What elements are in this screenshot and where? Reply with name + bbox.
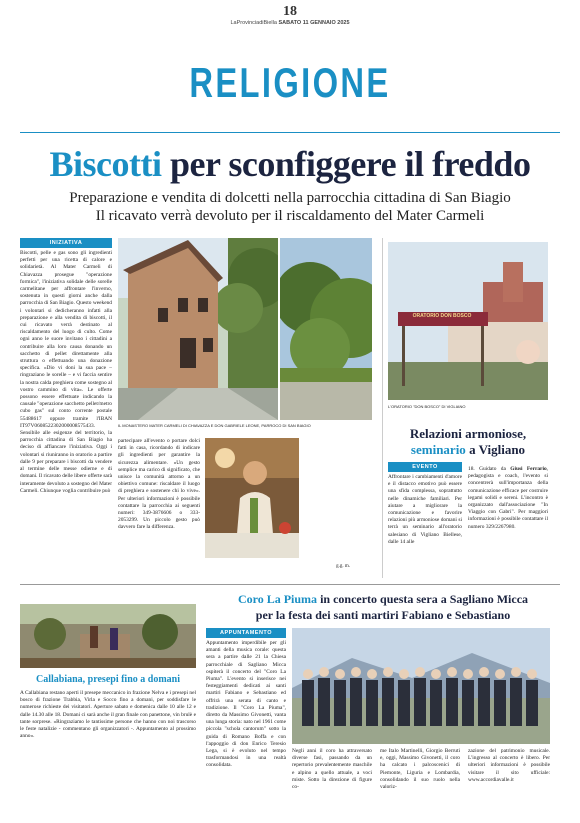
publication-name: LaProvinciadiBiella [230,20,277,26]
page-number: 18 [283,4,297,19]
side-col2-text: , pedagogista e coach, l'evento si concentrerà sull'importanza della comunicazione efficace per costruire legami solidi e sereni. L'incontro è organizzato dall'associazione "In Viaggio con Gabri". Per maggiori informazioni è possibile contattare il numero 329/2267980. [468,466,548,530]
side-headline-rest: a Vigliano [465,442,526,457]
article-signature: g.g. m. [336,564,350,569]
choir-column-1: Appuntamento imperdibile per gli amanti della musica corale: questa sera a partire dalle 21 la Chiesa parrocchiale di Sagliano Micca ospiterà il concerto del "Coro La Piuma". L'evento si inserisce nei festeggiamenti dedicati ai santi martiri Fabiano e Sebastiano ed offrirà una serata di canto e tradizione. Il "Coro La Piuma", diretto da Massimo Givonetti, vanta una lunga storia: nato nel 1961 come piccola "schola cantorum" sotto la guida di Romano Boffa e con l'appoggio di don Enrico Teresio Lega, si è evoluto nel tempo trasformandosi in una realtà consolidata. [206,640,286,769]
side-box-border [382,238,383,578]
callabiana-text: A Callabiana restano aperti il presepe meccanico in frazione Nelva e i presepi nel bosco di frazione Trabbia, Virla e Socco fino a domani, per soddisfare le numerose richieste dei visitatori. Aperture sabato e domenica dalle 10 alle 12 e dalle 14.30 alle 18. Domani ci sarà anche il gran finale con panettone, vin brulè e tante sorprese. «Ringraziamo le tantissime persone che hanno con noi trascorso le feste natalizie - commentano gli organizzatori -. Appuntamento al prossimo anno». [20,690,196,740]
choir-column-2: Negli anni il coro ha attraversato diverse fasi, passando da un repertorio prevalentemente maschile e alpino a quello attuale, a voci miste. Sotto la direzione di figure co- [292,748,372,791]
monastery-photo [118,238,278,420]
lower-divider [20,584,560,585]
priest-photo [205,438,299,558]
publication-date-line [0,20,580,26]
side-headline-highlight: seminario [410,442,466,457]
main-article-column-1: Biscotti, pelle e gas sono gli ingredienti perfetti per una ricetta di calore e solidarietà. Al Mater Carmeli di Chiavazza prosegue "operazione formica", l'iniziativa solidale delle sorelle carmelitane per affrontare l'inverno, sostenuta in questi giorni anche dalla parrocchia di San Biagio. Questo weekend i volontari si dedicheranno infatti alla preparazione e alla vendita di biscotti, il cui ricavato verrà destinato al riscaldamento del luogo di culto. Come ogni anno le suore invitano i cittadini a contribuire alla loro causa donando un sacchetto di pellet direttamente alla struttura o effettuando una donazione specifica. «Dio vi doni la sua pace – ringraziano le sorelle – e vi faccia sentire la nostra calda preghiera come sostegno al vostro cammino di vita». Le offerte possono essere effettuate indicando la causale "operazione sacchetto pellet/metro cubo gas" sul conto corrente postale 55488617 oppure tramite l'IBAN IT97V0608522302000008575433. Sensibile alle esigenze del territorio, la parrocchia cittadina di San Biagio ha deciso di affiancare l'iniziativa. Oggi i volontari si riuniranno in oratorio a partire dalle 9 per preparare i biscotti da vendere al termine delle messe odierne e di domani. Il ricavato delle libere offerte sarà interamente devoluto a sostegno del Mater Carmeli. Chiunque voglia contribuire può [20,250,112,494]
section-rule [20,132,560,133]
choir-headline-line-2: per la festa dei santi martiri Fabiano e Sebastiano [255,608,511,622]
callabiana-headline: Callabiana, presepi fino a domani [35,674,180,685]
oratory-photo-caption: L'ORATORIO "DON BOSCO" DI VIGLIANO [388,404,466,409]
side-headline-line-2 [388,442,548,458]
subheadline-2: Il ricavato verrà devoluto per il riscaldamento del Mater Carmeli [95,208,485,224]
choir-column-3: me Italo Martinelli, Giorgio Berruti e, oggi, Massimo Givonetti, il coro ha calcato i palcoscenici di Piemonte, Liguria e Lombardia, consolidando il suo ruolo nella valoriz- [380,748,460,791]
main-headline [20,146,560,182]
oratory-photo [388,242,548,400]
nativity-photo [20,604,196,668]
side-headline-line-1: Relazioni armoniose, [409,426,527,441]
choir-column-4: zazione del patrimonio musicale. L'ingresso al concerto è libero. Per ulteriori informazioni è possibile visitare il sito ufficiale: www.accordiavalle.it [468,748,550,783]
oratory-sign-text: ORATORIO DON BOSCO [412,313,472,319]
choir-photo [292,628,550,744]
choir-badge: APPUNTAMENTO [206,628,286,638]
choir-headline-line-1 [206,592,560,607]
category-badge: INIZIATIVA [20,238,112,248]
headline-rest: per sconfiggere il freddo [170,144,531,184]
choir-headline-highlight: Coro La Piuma [237,592,318,606]
tree-photo [280,238,372,420]
main-article-column-2: partecipare all'evento o portare dolci fatti in casa, ricordando di indicare gli ingredienti per garantire la sicurezza alimentare. «Un gesto semplice ma carico di significato, che unisce la comunità attorno a un obiettivo comune: riscaldare il luogo di preghiera e sostenere chi lo vive». Per ulteriori informazioni è possibile contattare la parrocchia ai seguenti numeri: 349-3876606 o 333-2053299. Un piccolo gesto può davvero fare la differenza. [118,438,200,531]
side-article-column-1: Affrontare i cambiamenti d'amore e il distacco emotivo può essere una sfida complessa, soprattutto nelle dinamiche familiari. Per aiutare a migliorare la comunicazione e favorire relazioni più armoniose domani si terrà un seminario all'oratorio salesiano di Vigliano Biellese, dalle 14 alle [388,474,462,545]
side-col2-lead: 18. Guidato da [468,466,511,472]
main-photo-caption: IL MONASTERO MATER CARMELI DI CHIAVAZZA E DON GABRIELE LEONE, PARROCO DI SAN BIAGIO [118,423,311,428]
subheadline-1: Preparazione e vendita di dolcetti nella parrocchia cittadina di San Biagio [69,190,511,206]
side-col2-name: Giusi Ferrario [510,466,547,472]
choir-headline-rest: in concerto questa sera a Sagliano Micca [317,592,529,606]
issue-date: SABATO 11 GENNAIO 2025 [278,20,350,26]
headline-highlight: Biscotti [49,144,162,184]
side-article-column-2 [468,466,548,574]
section-title: RELIGIONE [189,59,391,106]
side-badge: EVENTO [388,462,462,472]
